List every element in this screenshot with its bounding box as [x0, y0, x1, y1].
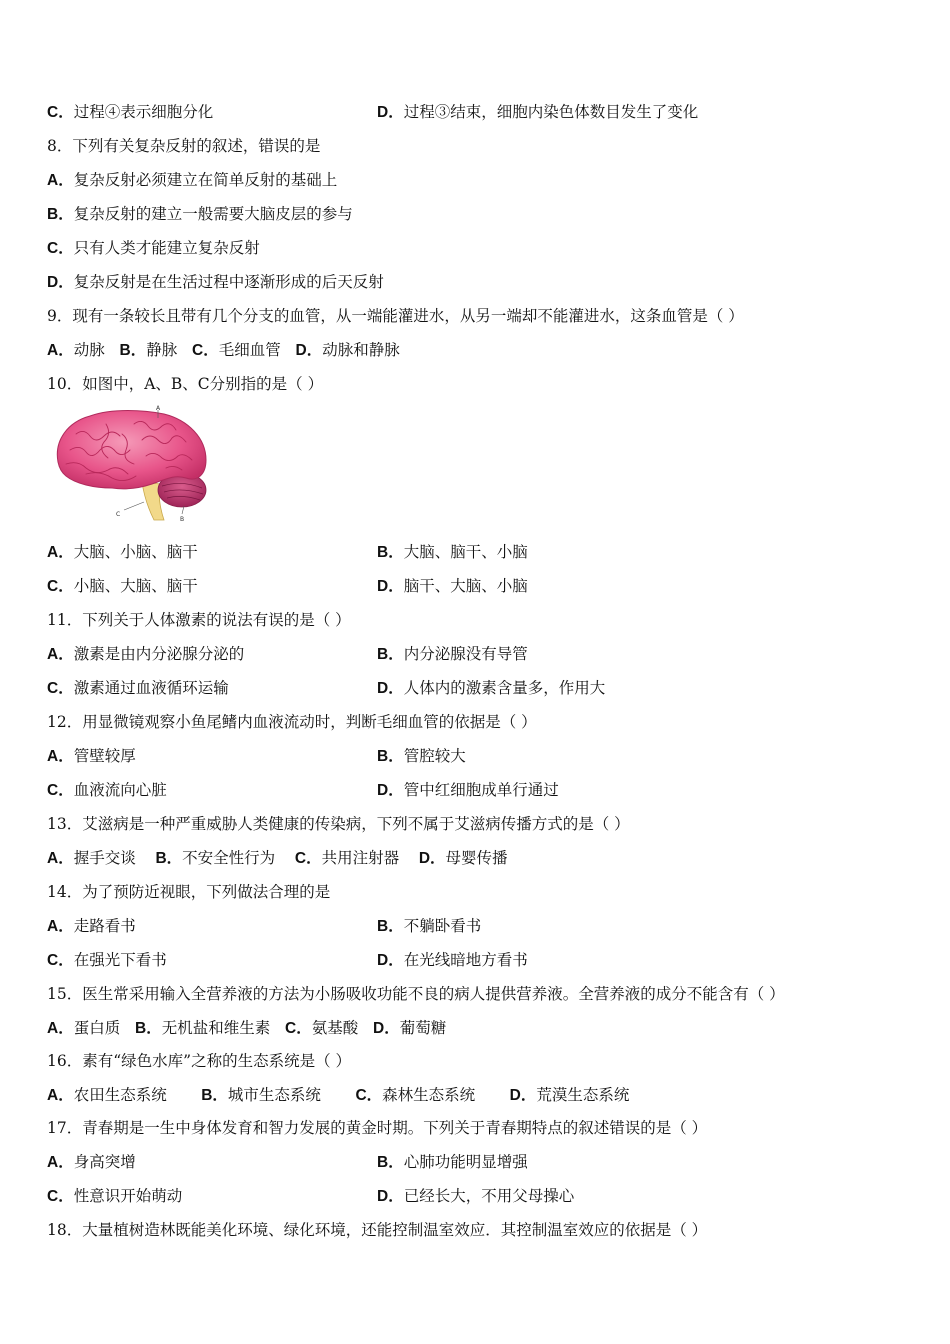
q12-option-b: B．管腔较大: [377, 747, 466, 765]
label-c-leader: [124, 502, 144, 510]
q12-option-c: C．血液流向心脏: [47, 781, 167, 799]
q9-stem: 9．现有一条较长且带有几个分支的血管，从一端能灌进水，从另一端却不能灌进水，这条血管是（ ）: [47, 307, 744, 325]
q11-options-cd: [47, 678, 606, 699]
q15-options: [47, 1018, 446, 1039]
q10-stem: 10．如图中，A、B、C分别指的是（ ）: [47, 375, 324, 393]
q13-option-c: C．共用注射器: [294, 849, 400, 867]
q16-options: [47, 1085, 629, 1106]
q12-option-a: A．管壁较厚: [47, 747, 136, 765]
q17-stem: 17．青春期是一生中身体发育和智力发展的黄金时期。下列关于青春期特点的叙述错误的是（ ）: [47, 1119, 708, 1137]
q9-option-a: A．动脉: [47, 341, 105, 359]
label-b: B: [180, 516, 185, 523]
q13-stem: 13．艾滋病是一种严重威胁人类健康的传染病，下列不属于艾滋病传播方式的是（ ）: [47, 815, 630, 833]
cerebrum-shape: [57, 411, 206, 489]
q17-option-a: A．身高突增: [47, 1153, 136, 1171]
q11-stem: 11．下列关于人体激素的说法有误的是（ ）: [47, 611, 351, 629]
q9-options: [47, 340, 400, 361]
q9-option-b: B．静脉: [119, 341, 178, 359]
q10-options-cd: [47, 576, 528, 597]
q11-option-d: D．人体内的激素含量多，作用大: [377, 679, 606, 697]
q8-option-c: C．只有人类才能建立复杂反射: [47, 239, 260, 257]
q8-option-b: B．复杂反射的建立一般需要大脑皮层的参与: [47, 205, 353, 223]
q8-option-a: A．复杂反射必须建立在简单反射的基础上: [47, 171, 338, 189]
q11-option-c: C．激素通过血液循环运输: [47, 679, 229, 697]
brain-figure: [46, 404, 216, 524]
q12-stem: 12．用显微镜观察小鱼尾鳍内血液流动时，判断毛细血管的依据是（ ）: [47, 713, 537, 731]
q10-options-ab: [47, 542, 528, 563]
q7-option-d: D．过程③结束，细胞内染色体数目发生了变化: [377, 103, 699, 121]
q17-option-c: C．性意识开始萌动: [47, 1187, 183, 1205]
q13-option-b: B．不安全性行为: [155, 849, 276, 867]
q13-option-a: A．握手交谈: [47, 849, 136, 867]
q10-option-a: A．大脑、小脑、脑干: [47, 543, 198, 561]
q15-option-b: B．无机盐和维生素: [135, 1019, 271, 1037]
q14-option-a: A．走路看书: [47, 917, 136, 935]
label-c: C: [116, 511, 121, 518]
q17-option-b: B．心肺功能明显增强: [377, 1153, 528, 1171]
q15-option-d: D．葡萄糖: [373, 1019, 447, 1037]
q15-option-c: C．氨基酸: [285, 1019, 359, 1037]
q18-stem: 18．大量植树造林既能美化环境、绿化环境，还能控制温室效应．其控制温室效应的依据是（ ）: [47, 1221, 708, 1239]
q10-option-d: D．脑干、大脑、小脑: [377, 577, 528, 595]
q16-option-c: C．森林生态系统: [355, 1086, 476, 1104]
q14-options-cd: [47, 950, 528, 971]
q8-stem: 8．下列有关复杂反射的叙述，错误的是: [47, 137, 321, 155]
q14-option-d: D．在光线暗地方看书: [377, 951, 528, 969]
q11-option-b: B．内分泌腺没有导管: [377, 645, 528, 663]
q9-option-c: C．毛细血管: [192, 341, 281, 359]
q14-option-b: B．不躺卧看书: [377, 917, 482, 935]
q10-option-c: C．小脑、大脑、脑干: [47, 577, 198, 595]
q17-options-ab: [47, 1152, 528, 1173]
q11-options-ab: [47, 644, 528, 665]
q7-option-c: C．过程④表示细胞分化: [47, 103, 214, 121]
q12-option-d: D．管中红细胞成单行通过: [377, 781, 559, 799]
q14-option-c: C．在强光下看书: [47, 951, 167, 969]
q10-option-b: B．大脑、脑干、小脑: [377, 543, 528, 561]
q12-options-cd: [47, 780, 559, 801]
q16-stem: 16．素有“绿色水库”之称的生态系统是（ ）: [47, 1052, 351, 1070]
label-a: A: [156, 405, 161, 412]
q17-option-d: D．已经长大，不用父母操心: [377, 1187, 575, 1205]
q7-options-cd: [47, 102, 699, 123]
q17-options-cd: [47, 1186, 575, 1207]
q11-option-a: A．激素是由内分泌腺分泌的: [47, 645, 245, 663]
q15-stem: 15．医生常采用输入全营养液的方法为小肠吸收功能不良的病人提供营养液。全营养液的成分不能含有（ ）: [47, 985, 785, 1003]
q16-option-a: A．农田生态系统: [47, 1086, 167, 1104]
q8-option-d: D．复杂反射是在生活过程中逐渐形成的后天反射: [47, 273, 384, 291]
q14-options-ab: [47, 916, 482, 937]
q15-option-a: A．蛋白质: [47, 1019, 121, 1037]
q14-stem: 14．为了预防近视眼，下列做法合理的是: [47, 883, 331, 901]
q13-option-d: D．母婴传播: [418, 849, 508, 867]
q9-option-d: D．动脉和静脉: [295, 341, 400, 359]
q16-option-d: D．荒漠生态系统: [509, 1086, 630, 1104]
q13-options: [47, 848, 508, 869]
q12-options-ab: [47, 746, 466, 767]
q16-option-b: B．城市生态系统: [201, 1086, 321, 1104]
